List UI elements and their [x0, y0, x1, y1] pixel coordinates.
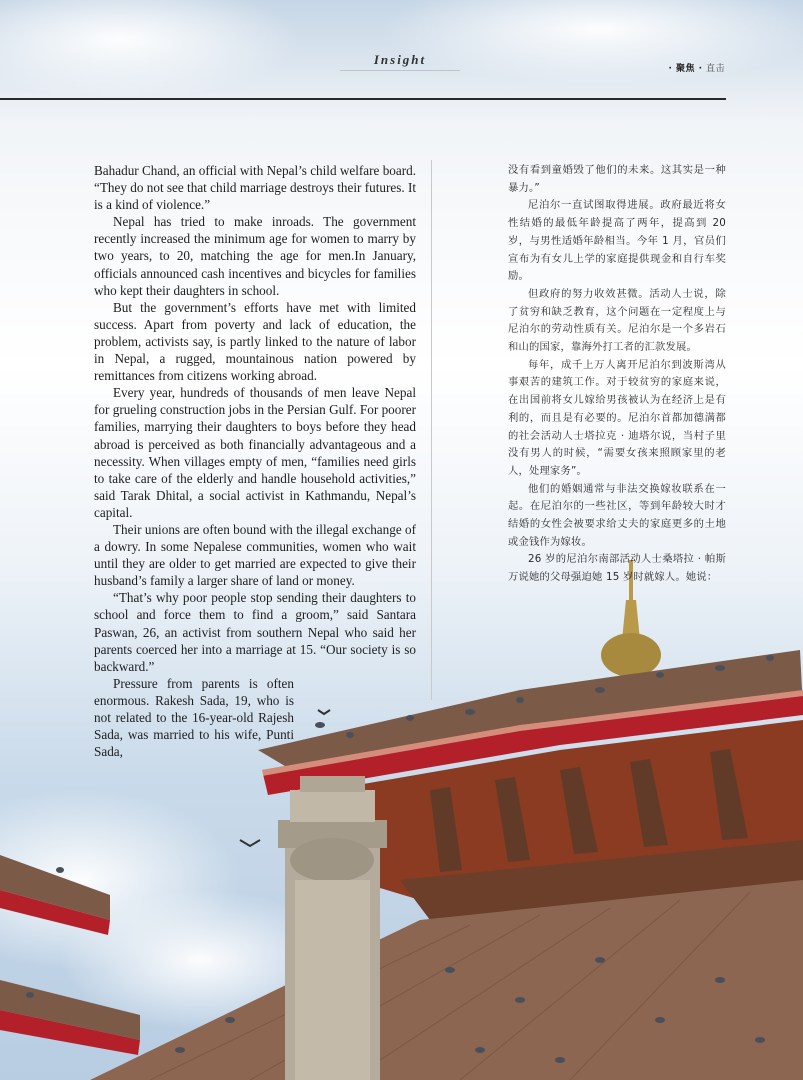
- zh-paragraph: 26 岁的尼泊尔南部活动人士桑塔拉 · 帕斯万说她的父母强迫她 15 岁时就嫁人。她说：: [508, 553, 726, 584]
- section-name-rest: 直击: [705, 64, 725, 74]
- english-column: [94, 162, 416, 760]
- en-paragraph: Every year, hundreds of thousands of men leave Nepal for grueling construction jobs in the Persian Gulf. For poorer families, marrying their daughters to boys before they head abroad is perceived as both financially advantageous and a necessity. When villages empty of men, “families need girls to take care of the elderly and handle household activities,” said Tarak Dhital, a social activist in Kathmandu, Nepal’s capital.: [94, 385, 416, 520]
- header-rule: [0, 98, 726, 100]
- zh-paragraph: 没有看到童婚毁了他们的未来。这其实是一种暴力。”: [508, 164, 726, 194]
- zh-paragraph: 他们的婚姻通常与非法交换嫁妆联系在一起。在尼泊尔的一些社区，等到年龄较大时才结婚的女性会被要求给丈夫的家庭更多的土地或金钱作为嫁妆。: [508, 482, 726, 548]
- header-section-label: [669, 61, 726, 74]
- chinese-column: [508, 162, 726, 587]
- zh-paragraph: 但政府的努力收效甚微。活动人士说，除了贫穷和缺乏教育，这个问题在一定程度上与尼泊尔的劳动性质有关。尼泊尔是一个多岩石和山的国家，靠海外打工者的汇款发展。: [508, 287, 726, 354]
- column-divider: [431, 160, 432, 700]
- section-name-bold: · 聚焦 ·: [668, 64, 703, 74]
- header-insight-label: Insight: [373, 52, 427, 67]
- flying-bird: [240, 840, 260, 846]
- header-divider-short: [340, 70, 460, 71]
- en-paragraph: Their unions are often bound with the illegal exchange of a dowry. In some Nepalese communities, women who wait until they are older to get married are expected to give their husband’s family a larger share of land or money.: [94, 521, 416, 589]
- en-paragraph: “That’s why poor people stop sending their daughters to school and force them to find a groom,” said Santara Paswan, 26, an activist from southern Nepal who said her parents coerced her into a marriage at 15. “Our society is so backward.”: [94, 590, 416, 674]
- temple-spire-dome: [601, 633, 661, 677]
- en-paragraph: Nepal has tried to make inroads. The government recently increased the minimum age for women to marry by two years, to 20, matching the age for men.In January, officials announced cash incentives and bicycles for families who kept their daughters in school.: [94, 214, 416, 298]
- zh-paragraph: 尼泊尔一直试图取得进展。政府最近将女性结婚的最低年龄提高了两年，提高到 20 岁，与男性适婚年龄相当。今年 1 月，官员们宣布为有女儿上学的家庭提供现金和自行车奖励。: [508, 199, 726, 283]
- en-paragraph: Bahadur Chand, an official with Nepal’s child welfare board. “They do not see that child marriage destroys their futures. It is a kind of violence.”: [94, 163, 417, 213]
- zh-paragraph: 每年，成千上万人离开尼泊尔到波斯湾从事艰苦的建筑工作。对于较贫穷的家庭来说，在出国前将女儿嫁给男孩被认为在经济上是有利的，而且是有必要的。尼泊尔首都加德满都的社会活动人士塔拉克 · 迪塔尔说，当村子里没有男人的时候，“需要女孩来照顾家里的老人，处理家务”。: [508, 358, 726, 477]
- en-paragraph: But the government’s efforts have met with limited success. Apart from poverty and lack of education, the problem, activists say, is partly linked to the nature of labor in Nepal, a rugged, mountainous nation powered by remittances from citizens working abroad.: [94, 299, 416, 384]
- en-paragraph: Pressure from parents is often enormous. Rakesh Sada, 19, who is not related to the 16-year-old Rajesh Sada, was married to his wife, Punti Sada,: [94, 675, 294, 760]
